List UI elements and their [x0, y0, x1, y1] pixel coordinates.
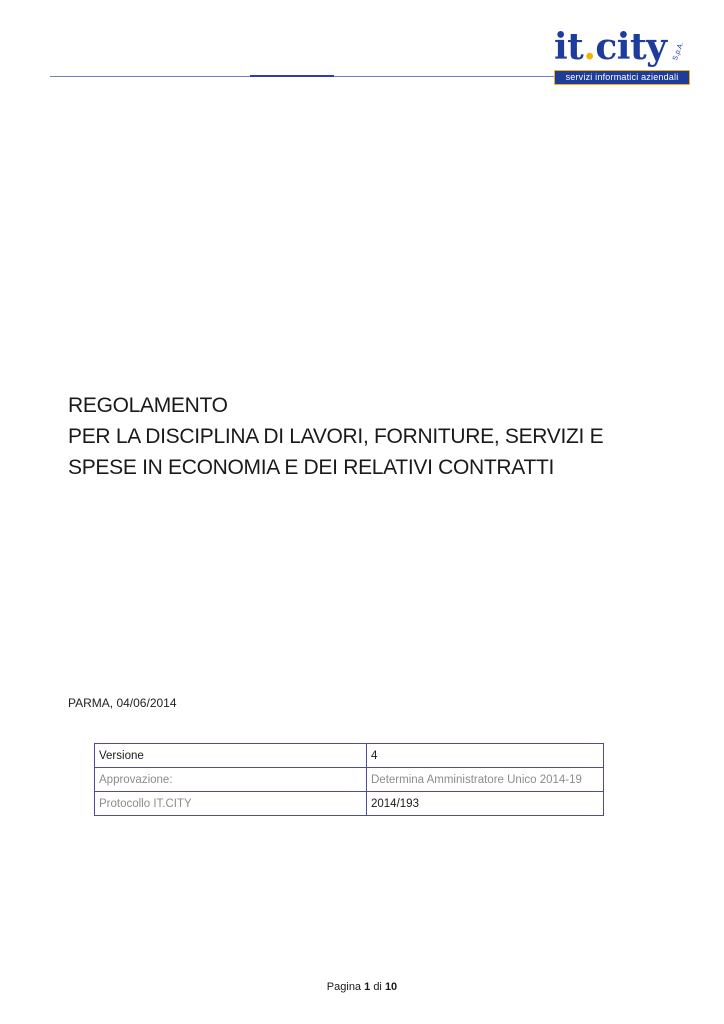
logo-it: it [554, 26, 584, 68]
document-info-table [94, 743, 604, 816]
table-cell-value: 2014/193 [367, 792, 604, 816]
header-rule-accent [250, 75, 334, 77]
table-row [95, 744, 604, 768]
logo-city: city [595, 26, 667, 68]
logo-dot: . [583, 26, 596, 68]
document-title [68, 390, 668, 483]
title-line: SPESE IN ECONOMIA E DEI RELATIVI CONTRATTI [68, 456, 555, 479]
place-date: PARMA, 04/06/2014 [68, 696, 177, 710]
table-row [95, 768, 604, 792]
logo-suffix: S.p.A. [671, 41, 686, 62]
page-current: 1 [364, 981, 371, 993]
title-line: REGOLAMENTO [68, 394, 228, 417]
table-row [95, 792, 604, 816]
page-total: 10 [384, 981, 398, 993]
table-cell-label: Versione [95, 744, 367, 768]
logo-wordmark [554, 26, 667, 68]
title-line: PER LA DISCIPLINA DI LAVORI, FORNITURE, SERVIZI E [68, 425, 604, 448]
table-cell-value: 4 [367, 744, 604, 768]
of-word: di [373, 981, 382, 993]
page-footer [0, 981, 724, 993]
table-cell-label: Protocollo IT.CITY [95, 792, 367, 816]
page-word: Pagina [326, 981, 362, 993]
logo-tagline: servizi informatici aziendali [554, 70, 690, 85]
table-cell-value: Determina Amministratore Unico 2014-19 [367, 768, 604, 792]
table-cell-label: Approvazione: [95, 768, 367, 792]
company-logo [552, 26, 690, 86]
